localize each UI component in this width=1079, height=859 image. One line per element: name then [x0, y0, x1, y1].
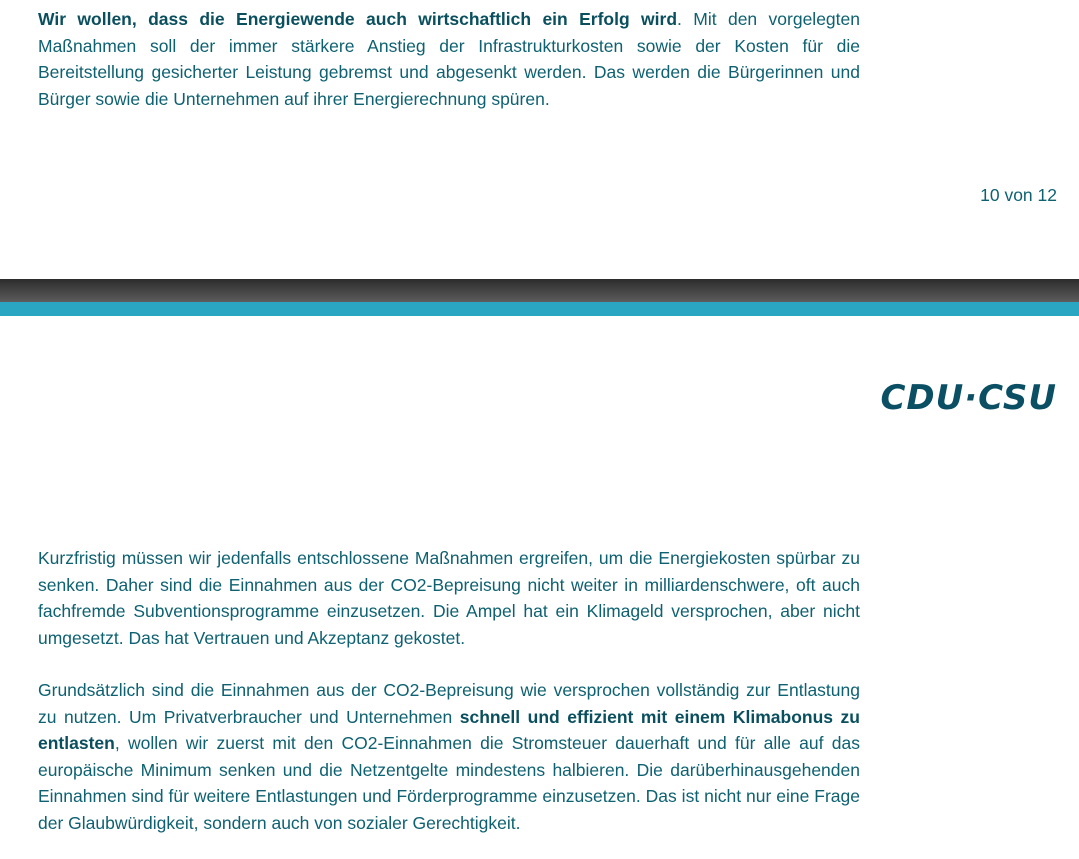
bottom-paragraph-start: Grundsätzlich sind die Einnahmen aus der CO2-Bepreisung wie versprochen vollständig zur Entlastung zu nutzen. Um Privatverbraucher und Unternehmen — [38, 680, 860, 727]
cdu-csu-logo: CDU·CSU — [880, 378, 1057, 418]
page-number: 10 von 12 — [980, 185, 1057, 205]
page-divider-teal — [0, 302, 1079, 316]
bottom-paragraph-bold: schnell und effizient mit einem Klimabonus zu entlasten — [38, 706, 860, 753]
bottom-paragraph-end: , wollen wir zuerst mit den CO2-Einnahmen die Stromsteuer dauerhaft und für alle auf das europäische Minimum senken und die Netzentgelte mindestens halbieren. Die darüberhinausgehenden Einnahmen sind für weitere Entlastungen und Förderprogramme einzusetzen. Das ist nicht nur eine Frage der Glaubwürdigkeit, sondern auch von sozialer Gerechtigkeit. — [38, 733, 860, 833]
middle-paragraph: Kurzfristig müssen wir jedenfalls entschlossene Maßnahmen ergreifen, um die Energiekosten spürbar zu senken. Daher sind die Einnahmen aus der CO2-Bepreisung nicht weiter in milliardenschwere, oft auch fachfremde Subventionsprogramme einzusetzen. Die Ampel hat ein Klimageld versprochen, aber nicht umgesetzt. Das hat Vertrauen und Akzeptanz gekostet. — [38, 548, 860, 648]
bottom-paragraph — [38, 677, 860, 836]
top-paragraph-bold: Wir wollen, dass die Energiewende auch wirtschaftlich ein Erfolg wird — [38, 9, 678, 29]
top-paragraph — [38, 6, 860, 112]
page-divider-dark — [0, 279, 1079, 302]
top-paragraph-text: . Mit den vorgelegten Maßnahmen soll der immer stärkere Anstieg der Infrastrukturkosten sowie der Kosten für die Bereitstellung gesicherter Leistung gebremst und abgesenkt werden. Das werden die Bürgerinnen und Bürger sowie die Unternehmen auf ihrer Energierechnung spüren. — [38, 9, 860, 109]
